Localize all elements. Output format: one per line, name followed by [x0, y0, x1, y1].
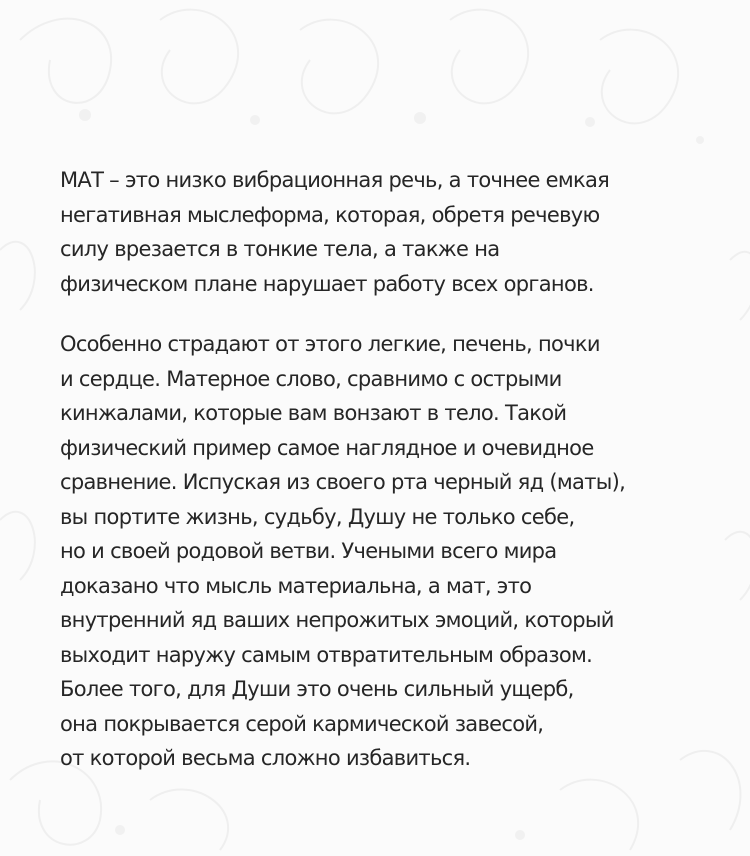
- text-line: Более того, для Души это очень сильный ущерб,: [60, 677, 574, 701]
- text-line: она покрывается серой кармической завесой,: [60, 711, 544, 736]
- text-line: от которой весьма сложно избавиться.: [60, 746, 471, 770]
- text-line: вы портите жизнь, судьбу, Душу не только себе,: [60, 504, 575, 529]
- text-line: МАТ – это низко вибрационная речь, а точнее емкая: [60, 168, 610, 192]
- text-line: но и своей родовой ветви. Учеными всего мира: [60, 539, 557, 563]
- text-line: силу врезается в тонкие тела, а также на: [60, 237, 500, 261]
- text-line: доказано что мысль материальна, а мат, это: [60, 573, 532, 598]
- text-block: [60, 163, 730, 776]
- text-line: выходит наружу самым отвратительным образом.: [60, 642, 593, 667]
- text-line: кинжалами, которые вам вонзают в тело. Такой: [60, 401, 567, 425]
- text-line: Особенно страдают от этого легкие, печень, почки: [60, 332, 600, 356]
- text-line: внутренний яд ваших непрожитых эмоций, который: [60, 608, 614, 632]
- text-line: негативная мыслеформа, которая, обретя речевую: [60, 202, 600, 227]
- text-line: и сердце. Матерное слово, сравнимо с острыми: [60, 366, 562, 391]
- text-line: физический пример самое наглядное и очевидное: [60, 435, 594, 460]
- text-line: физическом плане нарушает работу всех органов.: [60, 271, 594, 296]
- paragraph-1: [60, 163, 730, 301]
- paragraph-2: [60, 327, 730, 776]
- text-line: сравнение. Испуская из своего рта черный яд (маты),: [60, 470, 626, 494]
